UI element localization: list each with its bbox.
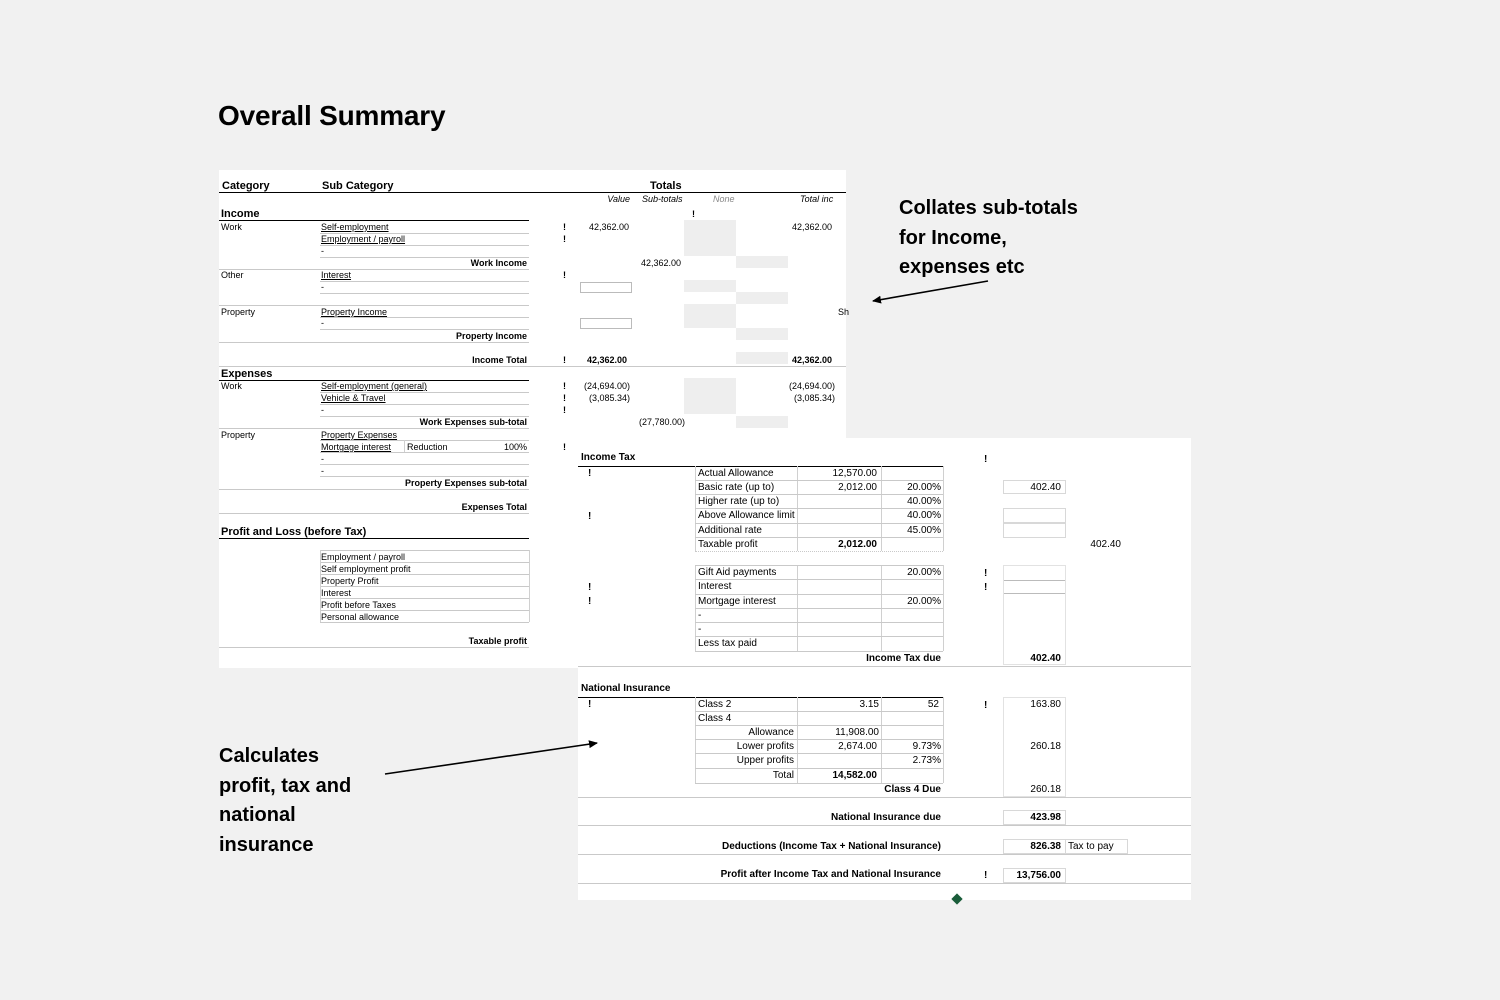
warning-mark: ! (588, 468, 592, 479)
value-basic-rate: 2,012.00 (838, 482, 877, 493)
section-income-tax: Income Tax (581, 452, 636, 463)
value-work-income: 42,362.00 (641, 258, 682, 268)
rate-lower-profits: 9.73% (912, 741, 941, 752)
label-gift-aid: Gift Aid payments (698, 567, 777, 578)
col-header-subcategory: Sub Category (322, 180, 394, 192)
pnl-item: Employment / payroll (321, 552, 406, 562)
label-taxable-profit: Taxable profit (468, 636, 527, 646)
label-tax-to-pay: Tax to pay (1068, 841, 1114, 852)
label-basic-rate: Basic rate (up to) (698, 482, 775, 493)
category-other: Other (221, 270, 244, 280)
label-property-income: Property Income (455, 331, 527, 341)
pnl-item: Personal allowance (321, 612, 400, 622)
col-header-subtotals: Sub-totals (642, 194, 683, 204)
label-reduction: Reduction (407, 442, 448, 452)
warning-mark: ! (563, 222, 566, 232)
warning-mark: ! (563, 355, 566, 365)
blank-row: - (698, 610, 702, 621)
total-income-total: 42,362.00 (791, 355, 832, 365)
total-self-employment-general: (24,694.00) (788, 381, 835, 391)
rate-basic: 20.00% (907, 482, 941, 493)
blank-row: - (321, 405, 324, 415)
annotation-collates: Collates sub-totals for Income, expenses etc (899, 197, 1078, 278)
category-property: Property (221, 307, 256, 317)
label-lower-profits: Lower profits (736, 741, 794, 752)
tax-lower-profits: 260.18 (1030, 741, 1061, 752)
blank-row: - (321, 282, 324, 292)
link-property-expenses[interactable]: Property Expenses (321, 430, 398, 440)
link-interest[interactable]: Interest (321, 270, 352, 280)
warning-mark: ! (588, 699, 592, 710)
label-class-4-due: Class 4 Due (884, 784, 941, 795)
category-work: Work (221, 222, 242, 232)
label-mortgage-interest: Mortgage interest (698, 596, 776, 607)
value-vehicle-travel: (3,085.34) (588, 393, 630, 403)
section-profit-loss: Profit and Loss (before Tax) (221, 526, 367, 538)
rate-higher: 40.00% (907, 496, 941, 507)
rate-gift-aid: 20.00% (907, 567, 941, 578)
blank-row: - (321, 246, 324, 256)
label-upper-profits: Upper profits (736, 755, 794, 766)
value-ni-due: 423.98 (1030, 812, 1061, 823)
warning-mark: ! (984, 870, 988, 881)
label-taxable-profit: Taxable profit (698, 539, 758, 550)
label-class-4: Class 4 (698, 713, 732, 724)
total-self-employment: 42,362.00 (791, 222, 832, 232)
section-income: Income (221, 208, 260, 220)
warning-mark: ! (692, 209, 695, 219)
link-mortgage-interest[interactable]: Mortgage interest (321, 442, 392, 452)
warning-mark: ! (563, 381, 566, 391)
value-actual-allowance: 12,570.00 (832, 468, 877, 479)
value-income-total: 42,362.00 (586, 355, 627, 365)
value-allowance: 11,908.00 (835, 727, 879, 738)
label-less-tax-paid: Less tax paid (698, 638, 757, 649)
value-taxable-profit-tax: 402.40 (1090, 539, 1121, 550)
value-total: 14,582.00 (832, 770, 877, 781)
page-title: Overall Summary (218, 100, 446, 131)
warning-mark: ! (563, 442, 566, 452)
value-class-2-weeks: 52 (927, 699, 939, 710)
value-taxable-profit: 2,012.00 (838, 539, 877, 550)
warning-mark: ! (984, 454, 988, 465)
category-work: Work (221, 381, 242, 391)
label-profit-after-tax: Profit after Income Tax and National Insurance (720, 869, 941, 880)
warning-mark: ! (563, 393, 566, 403)
value-profit-after-tax: 13,756.00 (1016, 870, 1061, 881)
label-allowance: Allowance (748, 727, 794, 738)
rate-mortgage-interest: 20.00% (907, 596, 941, 607)
label-above-allowance: Above Allowance limit (698, 510, 795, 521)
link-self-employment-general[interactable]: Self-employment (general) (321, 381, 428, 391)
category-property: Property (221, 430, 256, 440)
pnl-item: Interest (321, 588, 352, 598)
col-header-totals: Totals (650, 180, 682, 192)
pnl-item: Self employment profit (321, 564, 411, 574)
warning-mark: ! (984, 700, 988, 711)
rate-upper-profits: 2.73% (912, 755, 941, 766)
blank-row: - (321, 318, 324, 328)
label-interest: Interest (698, 581, 732, 592)
arrow-to-tax (385, 743, 597, 774)
label-expenses-total: Expenses Total (461, 502, 527, 512)
warning-mark: ! (563, 405, 566, 415)
value-work-expenses-subtotal: (27,780.00) (639, 417, 686, 427)
warning-mark: ! (984, 568, 988, 579)
warning-mark: ! (588, 511, 592, 522)
link-property-income[interactable]: Property Income (321, 307, 388, 317)
truncated-cell: Sh (838, 307, 850, 317)
label-property-expenses-subtotal: Property Expenses sub-total (404, 478, 527, 488)
label-total: Total (772, 770, 794, 781)
label-class-2: Class 2 (698, 699, 732, 710)
blank-row: - (321, 454, 324, 464)
section-expenses: Expenses (221, 368, 273, 380)
value-class-2: 163.80 (1030, 699, 1061, 710)
label-higher-rate: Higher rate (up to) (698, 496, 780, 507)
rate-above-allowance: 40.00% (907, 510, 941, 521)
pnl-item: Profit before Taxes (321, 600, 396, 610)
pnl-item: Property Profit (321, 576, 379, 586)
value-reduction: 100% (503, 442, 527, 452)
link-self-employment[interactable]: Self-employment (321, 222, 389, 232)
warning-mark: ! (588, 582, 592, 593)
col-header-value: Value (607, 194, 630, 204)
value-class-2-rate: 3.15 (859, 699, 879, 710)
tax-basic-rate: 402.40 (1030, 482, 1061, 493)
value-income-tax-due: 402.40 (1030, 653, 1061, 664)
rate-additional: 45.00% (907, 525, 941, 536)
annotation-calculates: Calculates profit, tax and national insurance (219, 745, 352, 856)
value-self-employment: 42,362.00 (588, 222, 629, 232)
col-header-category: Category (222, 180, 270, 192)
warning-mark: ! (984, 582, 988, 593)
blank-row: - (321, 466, 324, 476)
label-work-income: Work Income (470, 258, 527, 268)
value-lower-profits: 2,674.00 (838, 741, 877, 752)
value-class-4-due: 260.18 (1030, 784, 1061, 795)
total-vehicle-travel: (3,085.34) (793, 393, 835, 403)
link-employment-payroll[interactable]: Employment / payroll (321, 234, 406, 244)
label-actual-allowance: Actual Allowance (698, 468, 774, 479)
label-work-expenses-subtotal: Work Expenses sub-total (419, 417, 527, 427)
value-self-employment-general: (24,694.00) (583, 381, 630, 391)
label-income-total: Income Total (472, 355, 527, 365)
value-deductions: 826.38 (1030, 841, 1061, 852)
label-income-tax-due: Income Tax due (866, 653, 941, 664)
link-vehicle-travel[interactable]: Vehicle & Travel (321, 393, 386, 403)
col-header-total-inc: Total inc (800, 194, 834, 204)
label-ni-due: National Insurance due (830, 812, 941, 823)
col-header-none: None (713, 194, 735, 204)
label-deductions: Deductions (Income Tax + National Insurance) (721, 841, 941, 852)
blank-row: - (698, 624, 702, 635)
warning-mark: ! (563, 234, 566, 244)
arrow-to-summary (873, 281, 988, 301)
warning-mark: ! (563, 270, 566, 280)
warning-mark: ! (588, 596, 592, 607)
section-national-insurance: National Insurance (581, 683, 671, 694)
label-additional-rate: Additional rate (698, 525, 762, 536)
